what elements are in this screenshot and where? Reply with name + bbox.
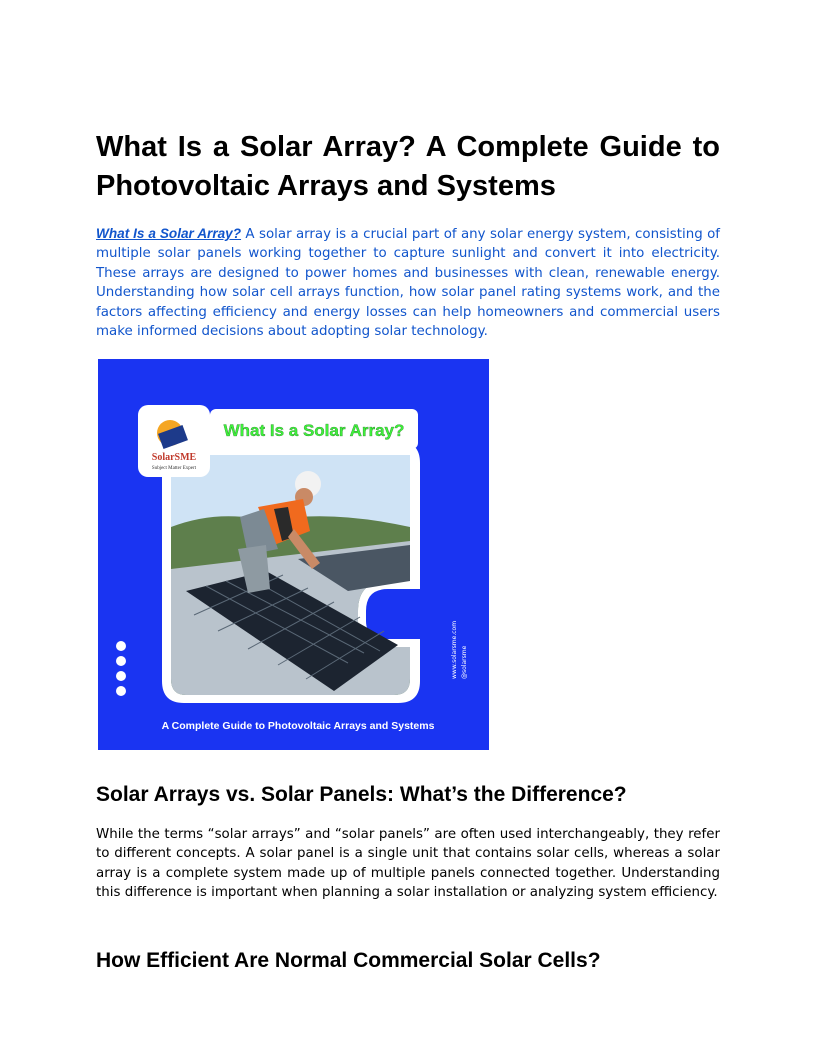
logo-text: SolarSME (151, 452, 197, 463)
logo-tagline: Subject Matter Expert (151, 466, 197, 471)
article-title: What Is a Solar Array? A Complete Guide to Photovoltaic Arrays and Systems (96, 131, 720, 202)
section-heading-1: Solar Arrays vs. Solar Panels: What’s the Difference? (96, 783, 627, 806)
solarsme-logo (138, 405, 210, 477)
intro-link[interactable]: What Is a Solar Array? (96, 226, 242, 241)
section-1-paragraph: While the terms “solar arrays” and “solar panels” are often used interchangeably, they refer to different concepts. A solar panel is a single unit that contains solar cells, whereas a solar array is a complete system made up of multiple panels connected together. Understanding this difference is important when planning a solar installation or analyzing system efficiency. (96, 827, 720, 901)
image-heading: What Is a Solar Array? (223, 421, 405, 440)
handle-text: @solarsme (461, 645, 468, 679)
facebook-icon (116, 641, 126, 651)
telegram-icon (116, 686, 126, 696)
website-text: www.solarsme.com (451, 620, 458, 679)
section-heading-2: How Efficient Are Normal Commercial Solar Cells? (96, 949, 601, 972)
intro-paragraph (96, 224, 720, 341)
hero-image (98, 359, 489, 750)
image-caption: A Complete Guide to Photovoltaic Arrays and Systems (161, 720, 435, 732)
instagram-icon (116, 656, 126, 666)
intro-text: A solar array is a crucial part of any solar energy system, consisting of multiple solar panels working together to capture sunlight and convert it into electricity. These arrays are designed to power homes and businesses with clean, renewable energy. Understanding how solar cell arrays function, how solar panel rating systems work, and the factors affecting efficiency and energy losses can help homeowners and commercial users make informed decisions about adopting solar technology. (96, 227, 721, 340)
youtube-icon (116, 671, 126, 681)
